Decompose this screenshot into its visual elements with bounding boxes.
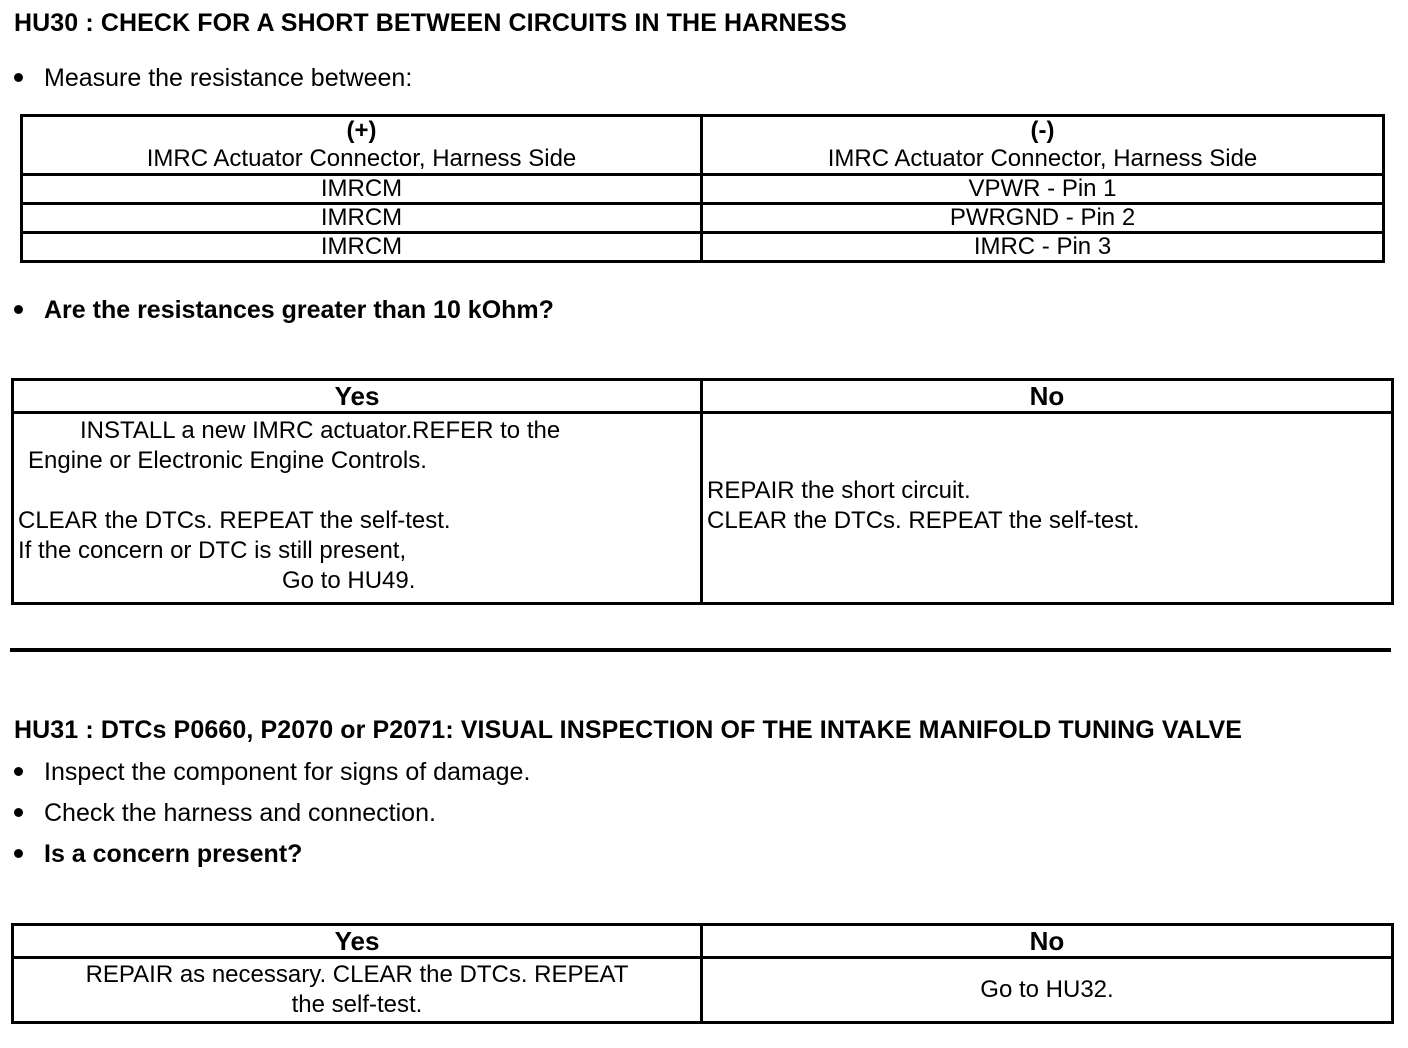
hu31-result-table xyxy=(11,923,1394,1024)
hu30-result-table xyxy=(11,378,1394,605)
yes-line: Go to HU49. xyxy=(282,567,416,594)
no-line: CLEAR the DTCs. REPEAT the self-test. xyxy=(707,507,1140,534)
no-line: REPAIR the short circuit. xyxy=(707,477,971,504)
minus-cell: IMRC - Pin 3 xyxy=(702,233,1384,262)
question-text: Are the resistances greater than 10 kOhm? xyxy=(44,296,554,324)
plus-cell: IMRCM xyxy=(22,204,702,233)
no-cell xyxy=(702,413,1393,604)
yes-cell xyxy=(13,958,702,1023)
table-header-row xyxy=(22,116,1384,175)
yes-line: CLEAR the DTCs. REPEAT the self-test. xyxy=(18,507,451,534)
table-row xyxy=(22,233,1384,262)
yes-line: the self-test. xyxy=(291,991,423,1018)
table-row xyxy=(22,204,1384,233)
minus-header xyxy=(702,116,1384,175)
bullet-icon xyxy=(14,849,23,858)
yes-header: Yes xyxy=(13,925,702,958)
yes-header: Yes xyxy=(13,380,702,413)
result-header-row xyxy=(13,380,1393,413)
bullet-icon xyxy=(14,305,23,314)
minus-cell: PWRGND - Pin 2 xyxy=(702,204,1384,233)
plus-header xyxy=(22,116,702,175)
yes-line xyxy=(18,476,696,506)
bullet-text: Inspect the component for signs of damage. xyxy=(44,758,531,786)
bullet-icon xyxy=(14,808,23,817)
minus-sign: (-) xyxy=(1030,117,1055,144)
bullet-text: Check the harness and connection. xyxy=(44,799,436,827)
question-text: Is a concern present? xyxy=(44,840,303,868)
hu31-heading: HU31 : DTCs P0660, P2070 or P2071: VISUAL INSPECTION OF THE INTAKE MANIFOLD TUNING VALVE xyxy=(14,716,1243,744)
plus-header-label: IMRC Actuator Connector, Harness Side xyxy=(146,145,577,172)
yes-line: Engine or Electronic Engine Controls. xyxy=(28,447,427,474)
result-body-row xyxy=(13,413,1393,604)
hu30-question xyxy=(14,296,554,325)
hu30-heading: HU30 : CHECK FOR A SHORT BETWEEN CIRCUITS IN THE HARNESS xyxy=(14,9,847,37)
bullet-text: Measure the resistance between: xyxy=(44,64,413,92)
section-divider xyxy=(10,648,1391,652)
table-row xyxy=(22,175,1384,204)
yes-line: If the concern or DTC is still present, xyxy=(18,537,407,564)
minus-cell: VPWR - Pin 1 xyxy=(702,175,1384,204)
no-cell: Go to HU32. xyxy=(702,958,1393,1023)
result-body-row xyxy=(13,958,1393,1023)
plus-cell: IMRCM xyxy=(22,175,702,204)
yes-cell xyxy=(13,413,702,604)
yes-line: INSTALL a new IMRC actuator.REFER to the xyxy=(80,417,561,444)
bullet-icon xyxy=(14,73,23,82)
plus-cell: IMRCM xyxy=(22,233,702,262)
no-header: No xyxy=(702,380,1393,413)
no-header: No xyxy=(702,925,1393,958)
minus-header-label: IMRC Actuator Connector, Harness Side xyxy=(827,145,1258,172)
hu31-bullet-inspect xyxy=(14,758,530,787)
bullet-icon xyxy=(14,767,23,776)
measurement-table xyxy=(20,114,1385,263)
hu30-bullet-measure xyxy=(14,64,412,93)
plus-sign: (+) xyxy=(346,117,377,144)
hu31-bullet-check xyxy=(14,799,436,828)
hu31-question xyxy=(14,840,302,869)
yes-line: REPAIR as necessary. CLEAR the DTCs. REPEAT xyxy=(85,961,629,988)
result-header-row xyxy=(13,925,1393,958)
